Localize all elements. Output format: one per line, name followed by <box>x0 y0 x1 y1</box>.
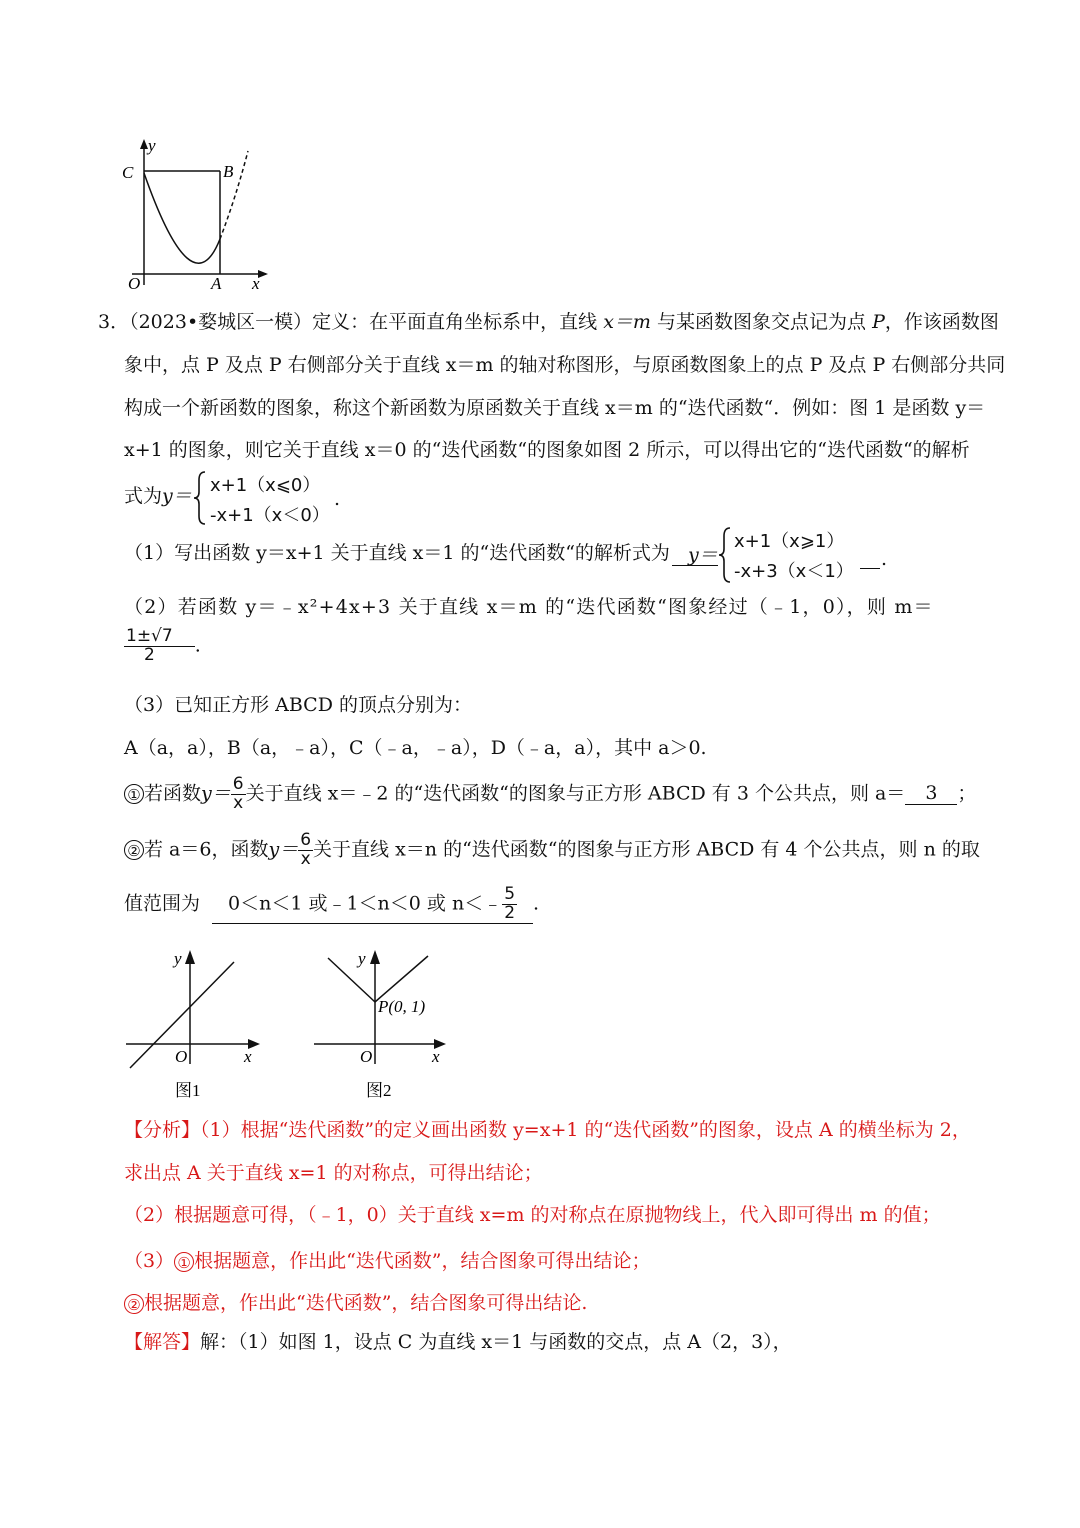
label-x: x <box>252 274 260 293</box>
q1-piecewise-answer: x+1（x⩾1） -x+3（x＜1） <box>734 531 854 582</box>
fig2-caption: 图2 <box>366 1081 392 1100</box>
fig1-caption: 图1 <box>175 1081 201 1100</box>
q3-sub2-answer: 值范围为 0＜n＜1 或﹣1＜n＜0 或 n＜﹣ $\frac{5}{2}$ . <box>124 884 540 923</box>
problem-line-1: 3．（2023•婺城区一模）定义：在平面直角坐标系中，直线 x＝m 与某函数图象交点记为点 P，作该函数图 <box>98 311 999 333</box>
brace-icon <box>193 470 207 526</box>
q2-text: （2）若函数 y＝﹣x²+4x+3 关于直线 x＝m 的“迭代函数“图象经过（﹣1，0），则 m＝ <box>124 596 934 618</box>
piecewise-example: x+1（x⩽0） -x+1（x＜0） <box>210 475 330 526</box>
q3-line-2: A（a，a），B（a，﹣a），C（﹣a，﹣a），D（﹣a，a），其中 a＞0. <box>124 737 707 759</box>
fig2-label-o: O <box>360 1047 373 1066</box>
problem-number: 3． <box>98 311 130 333</box>
label-c: C <box>122 163 134 182</box>
solution-line: 【解答】解：（1）如图 1，设点 C 为直线 x＝1 与函数的交点，点 A（2，3）， <box>124 1331 792 1353</box>
problem-line-2: 象中，点 P 及点 P 右侧部分关于直线 x＝m 的轴对称图形，与原函数图象上的点 P 及点 P 右侧部分共同 <box>124 354 1006 376</box>
label-o: O <box>128 274 141 293</box>
q1-text: （1）写出函数 y＝x+1 关于直线 x＝1 的“迭代函数“的解析式为 <box>124 542 670 564</box>
fig1-label-x: x <box>244 1047 252 1066</box>
solution-tag: 【解答】 <box>124 1331 201 1353</box>
fig2-label-p: P(0, 1) <box>378 997 426 1016</box>
fig1-label-y: y <box>174 949 182 968</box>
analysis-line-5: ② 根据题意，作出此“迭代函数”，结合图象可得出结论. <box>124 1288 587 1315</box>
analysis-line-1: 【分析】（1）根据“迭代函数”的定义画出函数 y=x+1 的“迭代函数”的图象，设点 A 的横坐标为 2， <box>124 1119 971 1141</box>
q3-line-1: （3）已知正方形 ABCD 的顶点分别为： <box>124 694 472 716</box>
top-figure <box>118 135 268 295</box>
problem-line-4: x+1 的图象，则它关于直线 x＝0 的“迭代函数“的图象如图 2 所示，可以得出它的“迭代函数“的解析 <box>124 439 970 461</box>
figure-2 <box>310 944 470 1104</box>
fig2-label-y: y <box>358 949 366 968</box>
problem-line-5: 式为y＝ <box>124 485 192 507</box>
q3-sub1: ① 若函数y＝ $\frac{6}{x}$ 关于直线 x＝﹣2 的“迭代函数“的图象与正方形 ABCD 有 3 个公共点，则 a＝ 3 ； <box>124 776 976 813</box>
q3-sub2: ② 若 a＝6，函数y＝ $\frac{6}{x}$ 关于直线 x＝n 的“迭代函数“的图象与正方形 ABCD 有 4 个公共点，则 n 的取 <box>124 832 980 869</box>
label-b: B <box>223 162 234 181</box>
brace-icon <box>718 526 732 584</box>
analysis-line-4: （3） ① 根据题意，作出此“迭代函数”，结合图象可得出结论； <box>124 1250 651 1272</box>
fig1-label-o: O <box>175 1047 188 1066</box>
problem-source: （2023•婺城区一模） <box>129 311 313 333</box>
problem-line-3: 构成一个新函数的图象，称这个新函数为原函数关于直线 x＝m 的“迭代函数“．例如：图 1 是函数 y＝ <box>124 397 986 419</box>
analysis-line-2: 求出点 A 关于直线 x=1 的对称点，可得出结论； <box>124 1162 543 1184</box>
figure-1 <box>120 944 270 1104</box>
analysis-line-3: （2）根据题意可得，（﹣1，0）关于直线 x=m 的对称点在原抛物线上，代入即可得出 m 的值； <box>124 1204 941 1226</box>
label-a: A <box>211 274 222 293</box>
label-y: y <box>148 136 156 155</box>
q1-answer-y: y＝ <box>672 546 718 566</box>
q2-answer: $\frac{1\pm√7}{2}$ . <box>126 626 201 665</box>
fig2-label-x: x <box>432 1047 440 1066</box>
analysis-tag: 【分析】 <box>124 1119 201 1141</box>
